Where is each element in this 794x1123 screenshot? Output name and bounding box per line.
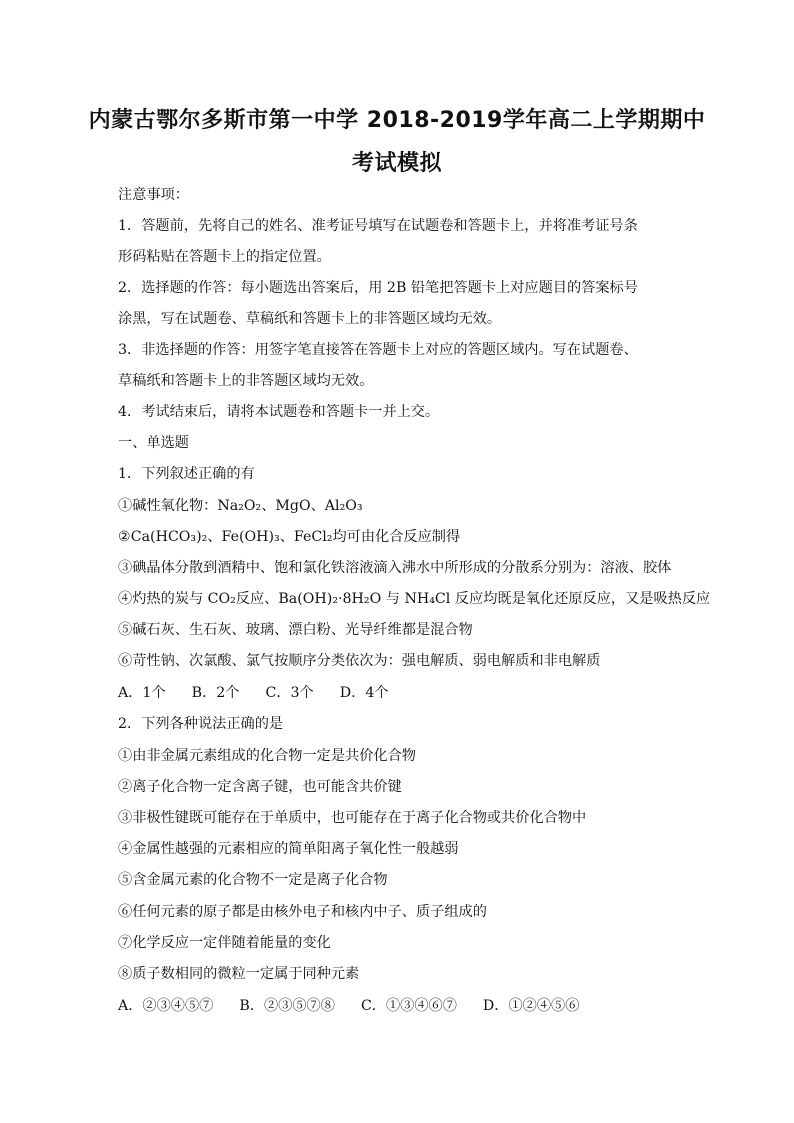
notice-heading: 注意事项：	[118, 187, 189, 203]
q1-option-b[interactable]: B．2个	[191, 685, 240, 701]
q2-option-a[interactable]: A．②③④⑤⑦	[118, 998, 214, 1014]
notice-item-1: 1．答题前，先将自己的姓名、准考证号填写在试题卷和答题卡上，并将准考证号条	[118, 218, 638, 234]
section-heading: 一、单选题	[118, 435, 189, 451]
q2-option-d[interactable]: D．①②④⑤⑥	[482, 998, 580, 1014]
exam-title-line2: 考试模拟	[351, 151, 442, 176]
question-2-statement-2: ②离子化合物一定含离子键，也可能含共价键	[118, 779, 402, 795]
notice-item-3: 3．非选择题的作答：用签字笔直接答在答题卡上对应的答题区域内。写在试题卷、	[118, 342, 638, 358]
question-2-statement-8: ⑧质子数相同的微粒一定属于同种元素	[118, 966, 360, 982]
question-1-statement-4: ④灼热的炭与 CO₂反应、Ba(OH)₂·8H₂O 与 NH₄Cl 反应均既是氧化还原反应，又是吸热反应	[118, 591, 711, 607]
question-2-statement-6: ⑥任何元素的原子都是由核外电子和核内中子、质子组成的	[118, 904, 487, 920]
question-2-statement-3: ③非极性键既可能存在于单质中，也可能存在于离子化合物或共价化合物中	[118, 810, 587, 826]
question-1-statement-3: ③碘晶体分散到酒精中、饱和氯化铁溶液滴入沸水中所形成的分散系分别为：溶液、胶体	[118, 560, 672, 576]
exam-title-line1: 内蒙古鄂尔多斯市第一中学 2018-2019学年高二上学期期中	[88, 108, 706, 133]
q2-option-b[interactable]: B．②③⑤⑦⑧	[239, 998, 335, 1014]
q1-option-d[interactable]: D．4个	[339, 685, 389, 701]
question-1-options	[118, 684, 415, 702]
notice-item-1-cont: 形码粘贴在答题卡上的指定位置。	[118, 249, 331, 265]
notice-item-2: 2．选择题的作答：每小题选出答案后，用 2B 铅笔把答题卡上对应题目的答案标号	[118, 280, 638, 296]
notice-item-3-cont: 草稿纸和答题卡上的非答题区域均无效。	[118, 373, 374, 389]
question-2-statement-7: ⑦化学反应一定伴随着能量的变化	[118, 935, 331, 951]
question-2-statement-1: ①由非金属元素组成的化合物一定是共价化合物	[118, 748, 416, 764]
question-2-statement-4: ④金属性越强的元素相应的简单阳离子氧化性一般越弱	[118, 841, 459, 857]
question-1-statement-2: ②Ca(HCO₃)₂、Fe(OH)₃、FeCl₂均可由化合反应制得	[118, 529, 461, 545]
question-1-statement-1: ①碱性氧化物：Na₂O₂、MgO、Al₂O₃	[118, 498, 363, 514]
question-1-statement-6: ⑥苛性钠、次氯酸、氯气按顺序分类依次为：强电解质、弱电解质和非电解质	[118, 653, 601, 669]
question-2-stem: 2．下列各种说法正确的是	[118, 716, 284, 732]
q1-option-c[interactable]: C．3个	[265, 685, 314, 701]
question-2-statement-5: ⑤含金属元素的化合物不一定是离子化合物	[118, 872, 388, 888]
q2-option-c[interactable]: C．①③④⑥⑦	[360, 998, 457, 1014]
notice-item-4: 4．考试结束后，请将本试题卷和答题卡一并上交。	[118, 404, 440, 420]
question-1-statement-5: ⑤碱石灰、生石灰、玻璃、漂白粉、光导纤维都是混合物	[118, 622, 473, 638]
q1-option-a[interactable]: A．1个	[118, 685, 166, 701]
question-2-options	[118, 997, 605, 1015]
question-1-stem: 1．下列叙述正确的有	[118, 466, 255, 482]
notice-item-2-cont: 涂黑，写在试题卷、草稿纸和答题卡上的非答题区域均无效。	[118, 311, 502, 327]
